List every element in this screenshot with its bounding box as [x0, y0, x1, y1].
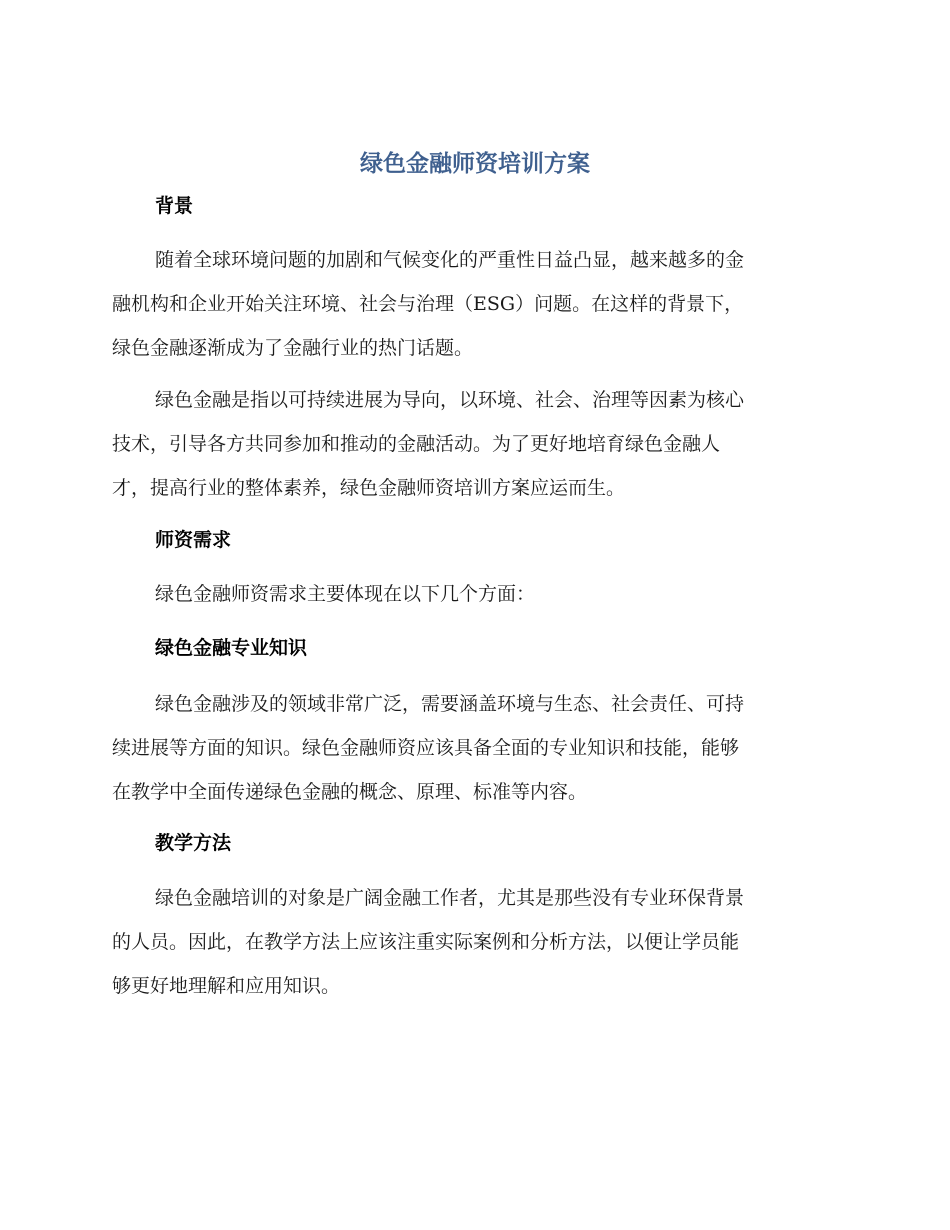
document-title: 绿色金融师资培训方案 — [360, 151, 590, 177]
paragraph-line: 绿色金融是指以可持续进展为导向，以环境、社会、治理等因素为核心 — [155, 389, 745, 411]
paragraph-line: 够更好地理解和应用知识。 — [112, 975, 341, 997]
paragraph-line: 绿色金融涉及的领域非常广泛，需要涵盖环境与生态、社会责任、可持 — [155, 693, 745, 715]
paragraph-line: 的人员。因此，在教学方法上应该注重实际案例和分析方法，以便让学员能 — [112, 931, 740, 953]
paragraph-line: 绿色金融师资需求主要体现在以下几个方面： — [155, 583, 536, 605]
paragraph — [112, 876, 836, 1008]
section-heading-teaching-methods: 教学方法 — [155, 832, 232, 854]
paragraph-line: 融机构和企业开始关注环境、社会与治理（ESG）问题。在这样的背景下， — [112, 293, 744, 315]
paragraph-line: 随着全球环境问题的加剧和气候变化的严重性日益凸显，越来越多的金 — [155, 249, 745, 271]
section-heading-background: 背景 — [155, 195, 194, 217]
paragraph-line: 才，提高行业的整体素养，绿色金融师资培训方案应运而生。 — [112, 477, 626, 499]
paragraph-line: 绿色金融逐渐成为了金融行业的热门话题。 — [112, 337, 474, 359]
section-heading-faculty-needs: 师资需求 — [155, 529, 232, 551]
paragraph — [112, 572, 836, 616]
paragraph-line: 绿色金融培训的对象是广阔金融工作者，尤其是那些没有专业环保背景 — [155, 887, 745, 909]
paragraph-line: 技术，引导各方共同参加和推动的金融活动。为了更好地培育绿色金融人 — [112, 433, 721, 455]
paragraph — [112, 682, 836, 814]
paragraph-line: 在教学中全面传递绿色金融的概念、原理、标准等内容。 — [112, 781, 588, 803]
section-heading-professional-knowledge: 绿色金融专业知识 — [155, 637, 308, 659]
paragraph — [112, 238, 836, 370]
paragraph — [112, 378, 836, 510]
paragraph-line: 续进展等方面的知识。绿色金融师资应该具备全面的专业知识和技能，能够 — [112, 737, 740, 759]
